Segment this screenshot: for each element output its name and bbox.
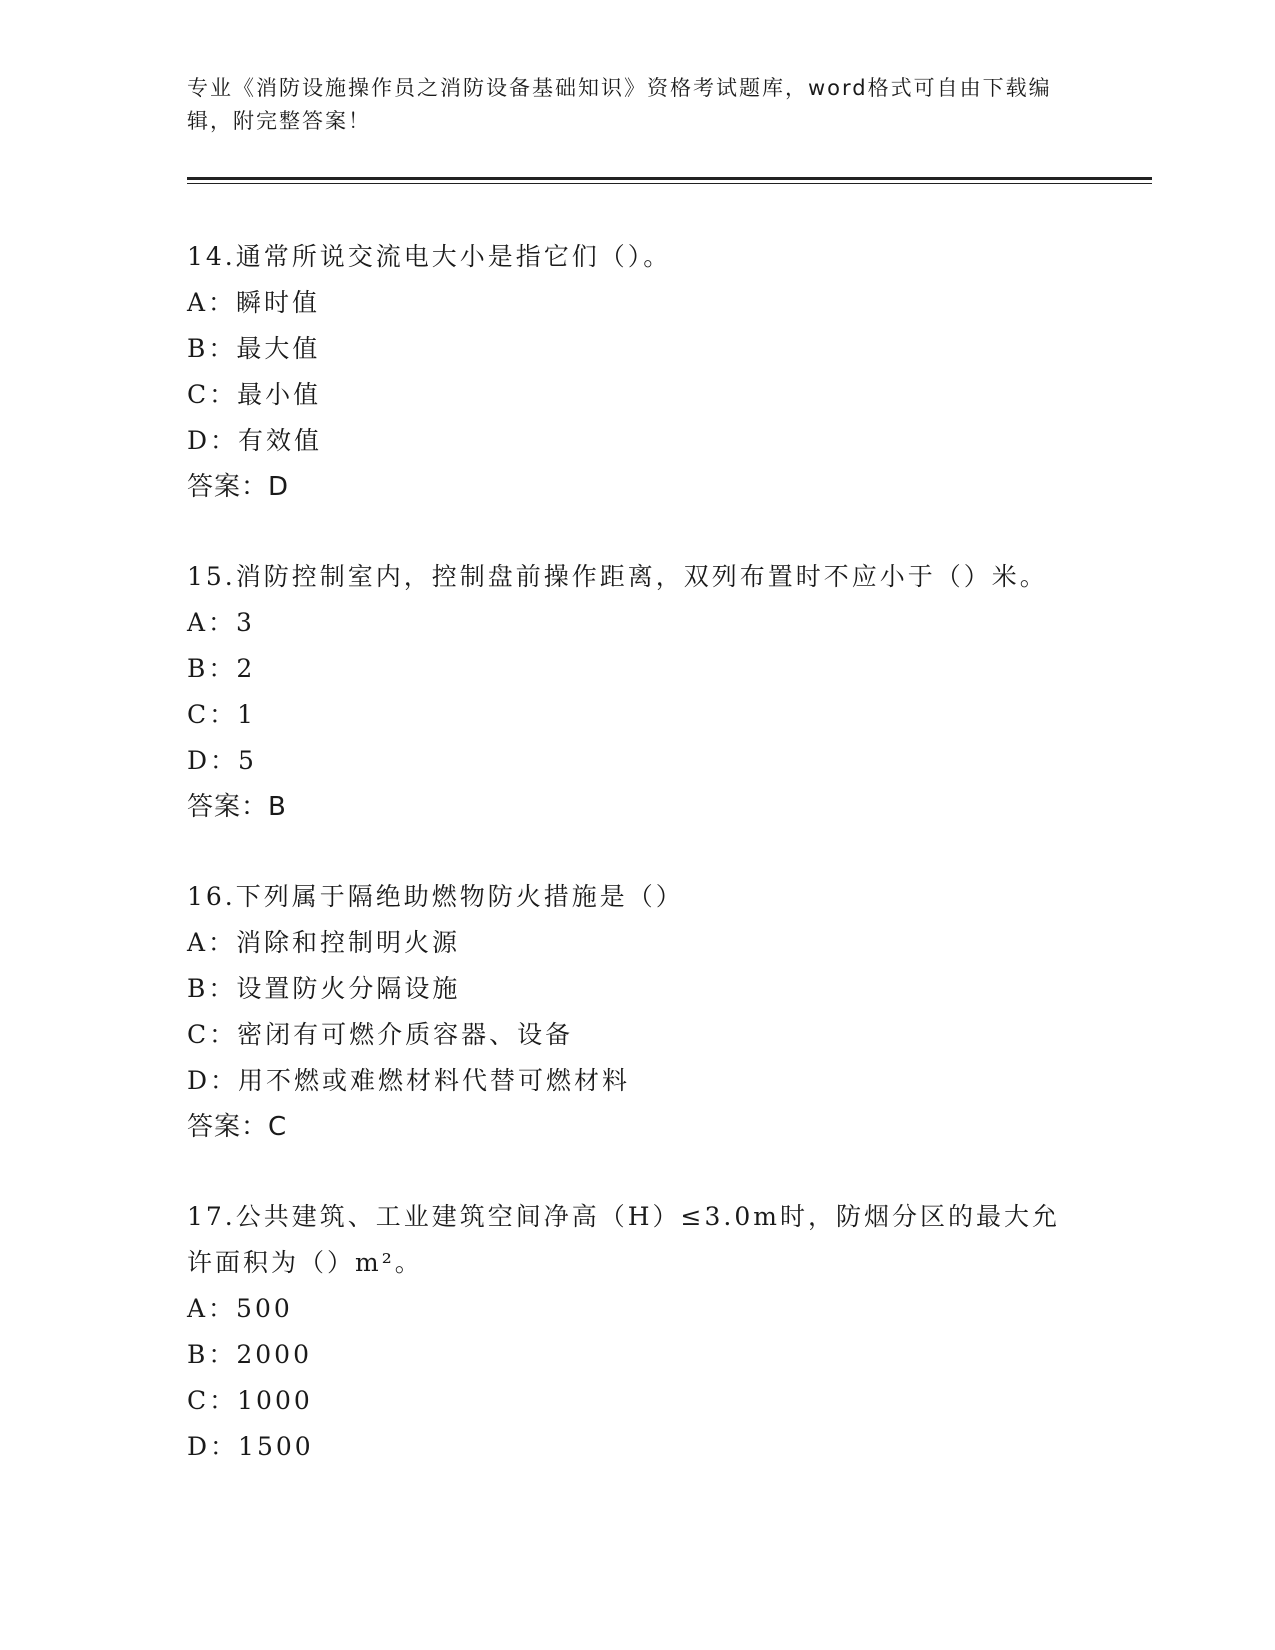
option-a: A：消除和控制明火源	[187, 928, 461, 957]
option-b: B：2000	[187, 1340, 312, 1369]
option-c: C：最小值	[187, 380, 322, 409]
question-17	[187, 1194, 1087, 1470]
option-c: C：1	[187, 700, 257, 729]
question-15	[187, 554, 1087, 830]
option-d: D：用不燃或难燃材料代替可燃材料	[187, 1066, 631, 1095]
option-a: A：3	[187, 608, 255, 637]
option-b: B：最大值	[187, 334, 321, 363]
question-16	[187, 874, 1087, 1150]
header-divider-thin	[187, 183, 1152, 184]
option-c: C：1000	[187, 1386, 313, 1415]
header-divider	[187, 177, 1152, 180]
option-a: A：瞬时值	[187, 288, 321, 317]
option-c: C：密闭有可燃介质容器、设备	[187, 1020, 574, 1049]
option-b: B：设置防火分隔设施	[187, 974, 461, 1003]
document-header: 专业《消防设施操作员之消防设备基础知识》资格考试题库，word格式可自由下载编辑，附完整答案！	[187, 76, 1052, 133]
answer: 答案：D	[187, 472, 290, 502]
option-d: D：1500	[187, 1432, 314, 1461]
question-stem: 17.公共建筑、工业建筑空间净高（H）≤3.0m时，防烟分区的最大允许面积为（）m²。	[187, 1202, 1060, 1277]
question-stem: 16.下列属于隔绝助燃物防火措施是（）	[187, 882, 684, 911]
question-stem: 15.消防控制室内，控制盘前操作距离，双列布置时不应小于（）米。	[187, 562, 1048, 591]
answer: 答案：B	[187, 792, 287, 822]
question-14	[187, 234, 1087, 510]
option-d: D：5	[187, 746, 257, 775]
question-stem: 14.通常所说交流电大小是指它们（）。	[187, 242, 672, 271]
option-d: D：有效值	[187, 426, 323, 455]
answer: 答案：C	[187, 1112, 288, 1142]
option-b: B：2	[187, 654, 256, 683]
option-a: A：500	[187, 1294, 293, 1323]
